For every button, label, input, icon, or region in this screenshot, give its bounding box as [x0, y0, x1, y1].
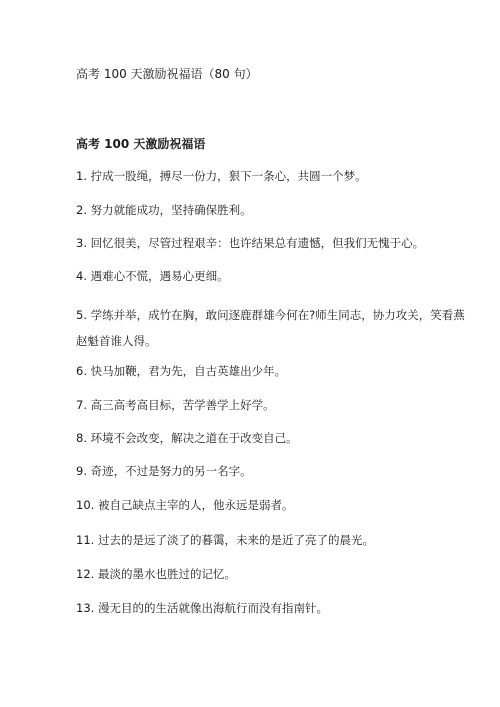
list-item — [76, 235, 436, 251]
list-item — [76, 463, 436, 479]
item-number: 1. — [76, 169, 87, 183]
list-item — [76, 397, 436, 413]
item-text: 努力就能成功，坚持确保胜利。 — [90, 203, 252, 217]
list-item — [76, 202, 436, 218]
list-item — [76, 566, 436, 582]
item-text: 环境不会改变，解决之道在于改变自己。 — [90, 431, 298, 445]
list-item — [76, 302, 465, 354]
list-item — [76, 497, 436, 513]
list-item — [76, 168, 436, 184]
item-text: 被自己缺点主宰的人，他永远是弱者。 — [97, 498, 294, 512]
item-number: 3. — [76, 236, 87, 250]
list-item — [76, 600, 436, 616]
item-number: 6. — [76, 364, 87, 378]
item-number: 5. — [76, 308, 87, 322]
list-item — [76, 268, 436, 284]
list-item — [76, 430, 436, 446]
item-text: 回忆很美，尽管过程艰辛：也许结果总有遗憾，但我们无愧于心。 — [90, 236, 425, 250]
section-heading: 高考 100 天激励祝福语 — [76, 137, 206, 151]
item-text: 遇难心不慌，遇易心更细。 — [90, 269, 229, 283]
item-number: 10. — [76, 498, 95, 512]
item-text: 过去的是远了淡了的暮霭，未来的是近了亮了的晨光。 — [97, 533, 374, 547]
item-text: 奇迹，不过是努力的另一名字。 — [90, 464, 252, 478]
item-text: 最淡的墨水也胜过的记忆。 — [97, 567, 236, 581]
list-item — [76, 363, 436, 379]
item-number: 4. — [76, 269, 87, 283]
item-text-continued: 赵魁首谁人得。 — [76, 334, 157, 348]
item-number: 7. — [76, 398, 87, 412]
item-text: 拧成一股绳，搏尽一份力，狠下一条心，共圆一个梦。 — [90, 169, 367, 183]
item-text: 快马加鞭，君为先，自古英雄出少年。 — [90, 364, 287, 378]
item-text: 高三高考高目标，苦学善学上好学。 — [90, 398, 275, 412]
document-title: 高考 100 天激励祝福语（80 句） — [76, 67, 258, 81]
item-number: 11. — [76, 533, 95, 547]
item-text: 学练并举，成竹在胸，敢问逐鹿群雄今何在?师生同志，协力攻关，笑看燕 — [90, 308, 465, 322]
item-number: 9. — [76, 464, 87, 478]
item-number: 8. — [76, 431, 87, 445]
item-number: 13. — [76, 601, 95, 615]
list-item — [76, 532, 436, 548]
item-number: 2. — [76, 203, 87, 217]
item-number: 12. — [76, 567, 95, 581]
item-text: 漫无目的的生活就像出海航行而没有指南针。 — [97, 601, 328, 615]
